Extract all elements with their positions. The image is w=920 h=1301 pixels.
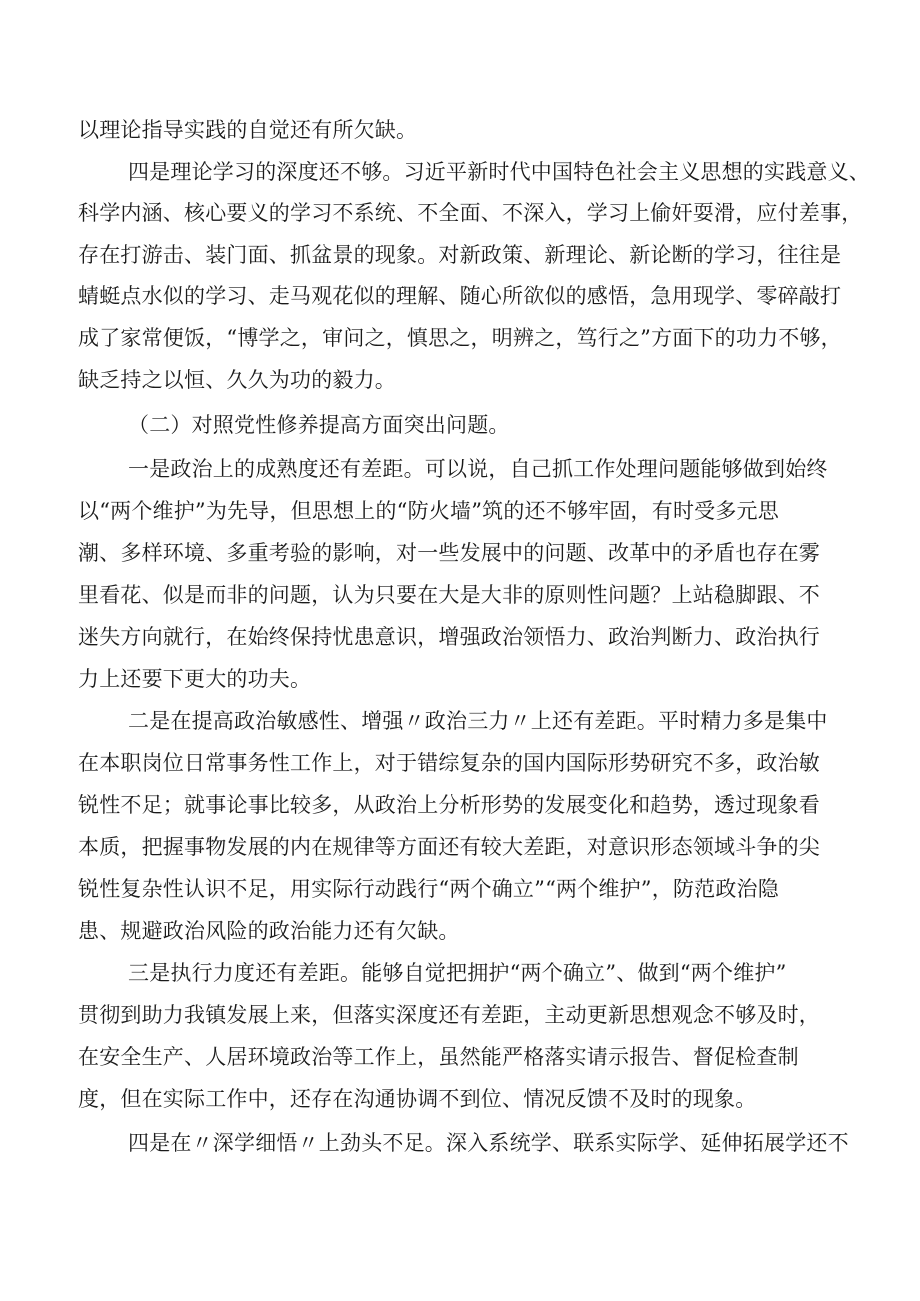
text-line-22: 贯彻到助力我镇发展上来，但落实深度还有差距，主动更新思想观念不够及时，	[78, 1003, 820, 1027]
text-line-3: 科学内涵、核心要义的学习不系统、不全面、不深入，学习上偷奸耍滑，应付差事，	[78, 201, 863, 225]
text-line-9: 一是政治上的成熟度还有差距。可以说，自己抓工作处理问题能够做到始终	[128, 457, 828, 481]
text-line-5: 蜻蜓点水似的学习、走马观花似的理解、随心所欲似的感悟，急用现学、零碎敲打	[78, 284, 842, 308]
text-line-23: 在安全生产、人居环境政治等工作上，虽然能严格落实请示报告、督促检查制	[78, 1045, 799, 1069]
text-line-4: 存在打游击、装门面、抓盆景的现象。对新政策、新理论、新论断的学习，往往是	[78, 243, 842, 267]
text-line-11: 潮、多样环境、多重考验的影响，对一些发展中的问题、改革中的矛盾也存在雾	[78, 541, 820, 565]
text-line-14: 力上还要下更大的功夫。	[78, 667, 312, 691]
text-line-2: 四是理论学习的深度还不够。习近平新时代中国特色社会主义思想的实践意义、	[128, 160, 870, 184]
text-line-1: 以理论指导实践的自觉还有所欠缺。	[78, 118, 418, 142]
text-line-6: 成了家常便饭，“博学之，审问之，慎思之，明辨之，笃行之”方面下的功力不够，	[78, 326, 842, 350]
text-line-20: 患、规避政治风险的政治能力还有欠缺。	[78, 919, 460, 943]
text-line-12: 里看花、似是而非的问题，认为只要在大是大非的原则性问题？上站稳脚跟、不	[78, 583, 820, 607]
text-line-19: 锐性复杂性认识不足，用实际行动践行“两个确立”“两个维护”，防范政治隐	[78, 877, 779, 901]
text-line-24: 度，但在实际工作中，还存在沟通协调不到位、情况反馈不及时的现象。	[78, 1087, 757, 1111]
text-line-17: 锐性不足；就事论事比较多，从政治上分析形势的发展变化和趋势，透过现象看	[78, 793, 820, 817]
text-line-13: 迷失方向就行，在始终保持忧患意识，增强政治领悟力、政治判断力、政治执行	[78, 625, 820, 649]
text-line-25: 四是在〃深学细悟〃上劲头不足。深入系统学、联系实际学、延伸拓展学还不	[128, 1131, 849, 1155]
text-line-15: 二是在提高政治敏感性、增强〃政治三力〃上还有差距。平时精力多是集中	[128, 709, 828, 733]
text-line-7: 缺乏持之以恒、久久为功的毅力。	[78, 368, 396, 392]
section-heading: （二）对照党性修养提高方面突出问题。	[128, 413, 510, 437]
text-line-10: 以“两个维护”为先导，但思想上的“防火墙”筑的还不够牢固，有时受多元思	[78, 499, 779, 523]
text-line-18: 本质，把握事物发展的内在规律等方面还有较大差距，对意识形态领域斗争的尖	[78, 835, 820, 859]
text-line-21: 三是执行力度还有差距。能够自觉把拥护“两个确立”、做到“两个维护”	[128, 961, 787, 985]
text-line-16: 在本职岗位日常事务性工作上，对于错综复杂的国内国际形势研究不多，政治敏	[78, 751, 820, 775]
